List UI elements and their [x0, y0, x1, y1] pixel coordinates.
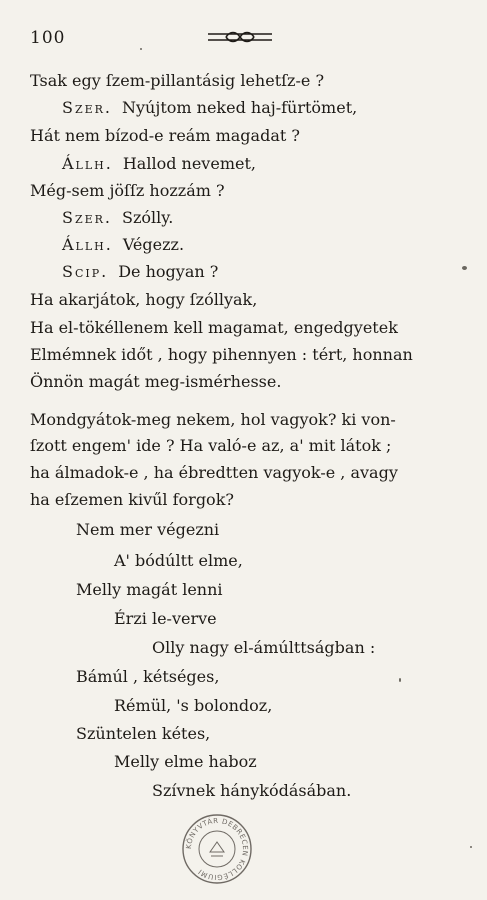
paper-speck [470, 846, 472, 848]
speech-text: De hogyan ? [118, 262, 219, 281]
page-number: 100 [30, 28, 66, 48]
speech-text: Végezz. [122, 235, 185, 254]
speech-line [62, 208, 173, 228]
verse-line: Szívnek hánykódásában. [152, 781, 352, 800]
text-line: Ha el-tökéllenem kell magamat, engedgyetek [30, 318, 398, 337]
text-line: Önnön magát meg-ismérhesse. [30, 372, 282, 391]
text-line: ha álmadok-e , ha ébredtten vagyok-e , avagy [30, 463, 398, 482]
text-line: Még-sem jöſſz hozzám ? [30, 181, 225, 200]
text-line: ſzott engem' ide ? Ha való-e az, a' mit látok ; [30, 436, 392, 455]
verse-line: Rémül, 's bolondoz, [114, 696, 273, 715]
speaker-name: Állh. [62, 235, 113, 254]
speaker-name: Szer. [62, 98, 113, 117]
verse-line: Szüntelen kétes, [76, 724, 211, 743]
verse-line: Érzi le-verve [114, 609, 217, 628]
verse-line: Olly nagy el-ámúlttságban : [152, 638, 376, 657]
verse-line: Bámúl , kétséges, [76, 667, 220, 686]
paper-speck [462, 266, 467, 270]
text-line: Ha akarjátok, hogy ſzóllyak, [30, 290, 258, 309]
speech-line [62, 154, 256, 174]
speech-line [62, 262, 218, 282]
speech-line [62, 98, 357, 118]
speaker-name: Állh. [62, 154, 113, 173]
svg-text:KÖNYVTÁR DEBRECEN KOLLÉGIUMI [185, 816, 249, 881]
ornament-icon [208, 30, 272, 44]
verse-line: Nem mer végezni [76, 520, 220, 539]
text-line: Hát nem bízod-e reám magadat ? [30, 126, 300, 145]
speech-text: Hallod nevemet, [122, 154, 256, 173]
text-line: Tsak egy ſzem-pillantásig lehetſz-e ? [30, 71, 325, 90]
text-line: ha eſzemen kivűl forgok? [30, 490, 234, 509]
text-line: Mondgyátok-meg nekem, hol vagyok? ki von- [30, 410, 396, 429]
paper-speck [399, 678, 401, 682]
verse-line: Melly magát lenni [76, 580, 223, 599]
paper-speck [140, 48, 142, 50]
speaker-name: Szer. [62, 208, 113, 227]
speaker-name: Scip. [62, 262, 109, 281]
speech-line [62, 235, 184, 255]
speech-text: Nyújtom neked haj-fürtömet, [122, 98, 358, 117]
library-stamp-icon [180, 812, 254, 886]
verse-line: Melly elme haboz [114, 752, 257, 771]
speech-text: Szólly. [122, 208, 174, 227]
verse-line: A' bódúltt elme, [114, 551, 243, 570]
stamp-text: KÖNYVTÁR DEBRECEN KOLLÉGIUMI [184, 816, 250, 882]
text-line: Elmémnek időt , hogy pihennyen : tért, honnan [30, 345, 413, 364]
